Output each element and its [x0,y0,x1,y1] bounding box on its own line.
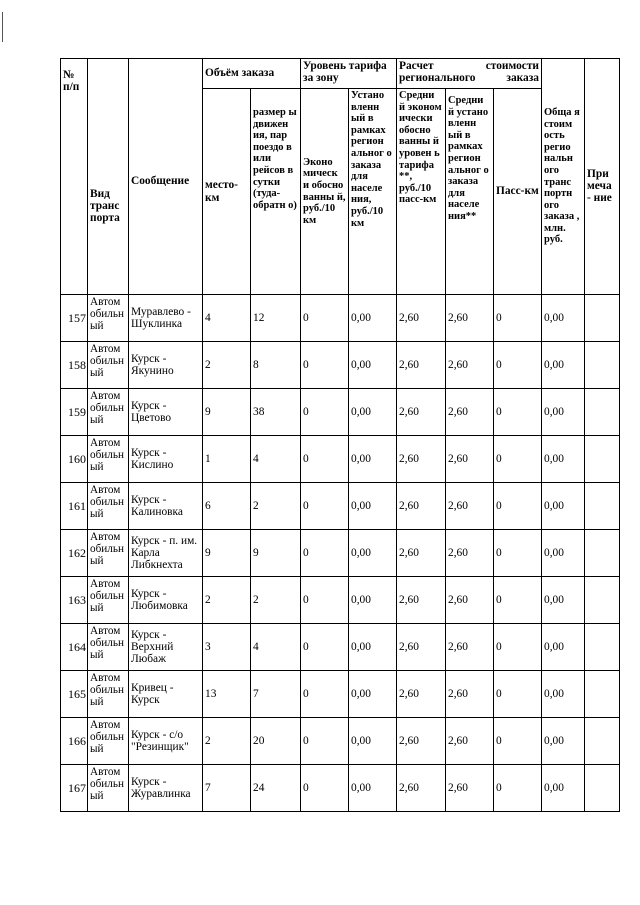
avg-set-tariff: 2,60 [446,436,494,483]
econ-tariff: 0 [301,765,349,812]
trips-per-day: 24 [251,765,301,812]
econ-tariff: 0 [301,718,349,765]
econ-tariff: 0 [301,530,349,577]
col-header-sred1: Средни й эконом ически обосно ванны й уровен ь тарифа **, руб./10 пасс-км [397,89,446,295]
col-header-vid: Вид транс порта [88,59,129,295]
note [585,483,620,530]
set-tariff: 0,00 [349,671,397,718]
table-row [61,295,620,342]
avg-econ-tariff: 2,60 [397,436,446,483]
trips-per-day: 4 [251,436,301,483]
row-number: 162 [61,530,88,577]
seat-km: 1 [203,436,251,483]
passenger-km: 0 [494,483,542,530]
row-number: 166 [61,718,88,765]
avg-set-tariff: 2,60 [446,671,494,718]
passenger-km: 0 [494,530,542,577]
passenger-km: 0 [494,671,542,718]
note [585,765,620,812]
seat-km: 13 [203,671,251,718]
col-header-obsh: Обща я стоим ость регио нальн ого транс портн ого заказа , млн. руб. [542,59,585,295]
col-header-sred2: Средни й устано вленн ый в рамках регион альног о заказа для населе ния** [446,89,494,295]
econ-tariff: 0 [301,389,349,436]
route: Курск - Калиновка [129,483,203,530]
seat-km: 2 [203,577,251,624]
transport-type: Автом обильн ый [88,483,129,530]
row-number: 157 [61,295,88,342]
avg-set-tariff: 2,60 [446,342,494,389]
row-number: 167 [61,765,88,812]
transport-type: Автом обильн ый [88,530,129,577]
set-tariff: 0,00 [349,624,397,671]
avg-econ-tariff: 2,60 [397,624,446,671]
col-header-pass: Пасс-км [494,89,542,295]
seat-km: 2 [203,342,251,389]
avg-econ-tariff: 2,60 [397,718,446,765]
transport-type: Автом обильн ый [88,624,129,671]
avg-econ-tariff: 2,60 [397,295,446,342]
route: Курск - Верхний Любаж [129,624,203,671]
total-cost: 0,00 [542,295,585,342]
col-header-num: № п/п [61,59,88,295]
col-header-raschet: Расчет стоимости регионального заказа [397,59,542,89]
table-row [61,530,620,577]
transport-type: Автом обильн ый [88,577,129,624]
avg-econ-tariff: 2,60 [397,389,446,436]
note [585,530,620,577]
set-tariff: 0,00 [349,765,397,812]
table-row [61,577,620,624]
row-number: 158 [61,342,88,389]
total-cost: 0,00 [542,483,585,530]
row-number: 161 [61,483,88,530]
total-cost: 0,00 [542,436,585,483]
col-header-soob: Сообщение [129,59,203,295]
econ-tariff: 0 [301,295,349,342]
table-row [61,624,620,671]
note [585,624,620,671]
col-header-prim: При меча - ние [585,59,620,295]
passenger-km: 0 [494,436,542,483]
table-row [61,671,620,718]
table-row [61,483,620,530]
total-cost: 0,00 [542,671,585,718]
econ-tariff: 0 [301,483,349,530]
note [585,671,620,718]
avg-set-tariff: 2,60 [446,718,494,765]
seat-km: 9 [203,389,251,436]
avg-econ-tariff: 2,60 [397,765,446,812]
table-row [61,765,620,812]
econ-tariff: 0 [301,624,349,671]
avg-econ-tariff: 2,60 [397,671,446,718]
total-cost: 0,00 [542,624,585,671]
note [585,436,620,483]
row-number: 160 [61,436,88,483]
trips-per-day: 8 [251,342,301,389]
transport-type: Автом обильн ый [88,389,129,436]
col-header-ustan: Устано вленн ый в рамках регион альног о заказа для населе ния, руб./10 км [349,89,397,295]
seat-km: 9 [203,530,251,577]
trips-per-day: 12 [251,295,301,342]
row-number: 165 [61,671,88,718]
col-header-ekon: Эконо мическ и обосно ванны й, руб./10 км [301,89,349,295]
total-cost: 0,00 [542,389,585,436]
avg-set-tariff: 2,60 [446,295,494,342]
econ-tariff: 0 [301,342,349,389]
tariff-table [60,58,620,812]
set-tariff: 0,00 [349,718,397,765]
note [585,342,620,389]
set-tariff: 0,00 [349,389,397,436]
margin-line [2,12,3,42]
seat-km: 7 [203,765,251,812]
set-tariff: 0,00 [349,530,397,577]
route: Муравлево - Шуклинка [129,295,203,342]
row-number: 163 [61,577,88,624]
route: Курск - Цветово [129,389,203,436]
avg-set-tariff: 2,60 [446,577,494,624]
route: Курск - с/о "Резинщик" [129,718,203,765]
seat-km: 6 [203,483,251,530]
econ-tariff: 0 [301,577,349,624]
trips-per-day: 20 [251,718,301,765]
note [585,295,620,342]
col-header-razmer: размер ы движен ия, пар поездо в или рейсов в сутки (туда-обратн о) [251,89,301,295]
trips-per-day: 38 [251,389,301,436]
passenger-km: 0 [494,577,542,624]
transport-type: Автом обильн ый [88,295,129,342]
table-row [61,389,620,436]
passenger-km: 0 [494,718,542,765]
col-header-uroven: Уровень тарифа за зону [301,59,397,89]
table-row [61,436,620,483]
transport-type: Автом обильн ый [88,436,129,483]
avg-econ-tariff: 2,60 [397,530,446,577]
total-cost: 0,00 [542,342,585,389]
passenger-km: 0 [494,295,542,342]
route: Кривец - Курск [129,671,203,718]
seat-km: 4 [203,295,251,342]
row-number: 159 [61,389,88,436]
trips-per-day: 9 [251,530,301,577]
econ-tariff: 0 [301,436,349,483]
seat-km: 3 [203,624,251,671]
avg-set-tariff: 2,60 [446,765,494,812]
transport-type: Автом обильн ый [88,342,129,389]
set-tariff: 0,00 [349,483,397,530]
trips-per-day: 7 [251,671,301,718]
set-tariff: 0,00 [349,577,397,624]
avg-econ-tariff: 2,60 [397,342,446,389]
route: Курск - Якунино [129,342,203,389]
transport-type: Автом обильн ый [88,718,129,765]
route: Курск - п. им. Карла Либкнехта [129,530,203,577]
total-cost: 0,00 [542,765,585,812]
set-tariff: 0,00 [349,295,397,342]
avg-set-tariff: 2,60 [446,624,494,671]
passenger-km: 0 [494,765,542,812]
avg-set-tariff: 2,60 [446,530,494,577]
avg-set-tariff: 2,60 [446,483,494,530]
avg-econ-tariff: 2,60 [397,577,446,624]
total-cost: 0,00 [542,530,585,577]
route: Курск - Журавлинка [129,765,203,812]
seat-km: 2 [203,718,251,765]
note [585,389,620,436]
set-tariff: 0,00 [349,342,397,389]
total-cost: 0,00 [542,577,585,624]
note [585,718,620,765]
table-row [61,718,620,765]
col-header-mesto: место-км [203,89,251,295]
passenger-km: 0 [494,342,542,389]
trips-per-day: 2 [251,483,301,530]
col-header-obem: Объём заказа [203,59,301,89]
trips-per-day: 4 [251,624,301,671]
transport-type: Автом обильн ый [88,671,129,718]
note [585,577,620,624]
trips-per-day: 2 [251,577,301,624]
set-tariff: 0,00 [349,436,397,483]
route: Курск - Любимовка [129,577,203,624]
avg-set-tariff: 2,60 [446,389,494,436]
avg-econ-tariff: 2,60 [397,483,446,530]
transport-type: Автом обильн ый [88,765,129,812]
route: Курск - Кислино [129,436,203,483]
total-cost: 0,00 [542,718,585,765]
passenger-km: 0 [494,389,542,436]
table-row [61,342,620,389]
passenger-km: 0 [494,624,542,671]
econ-tariff: 0 [301,671,349,718]
row-number: 164 [61,624,88,671]
